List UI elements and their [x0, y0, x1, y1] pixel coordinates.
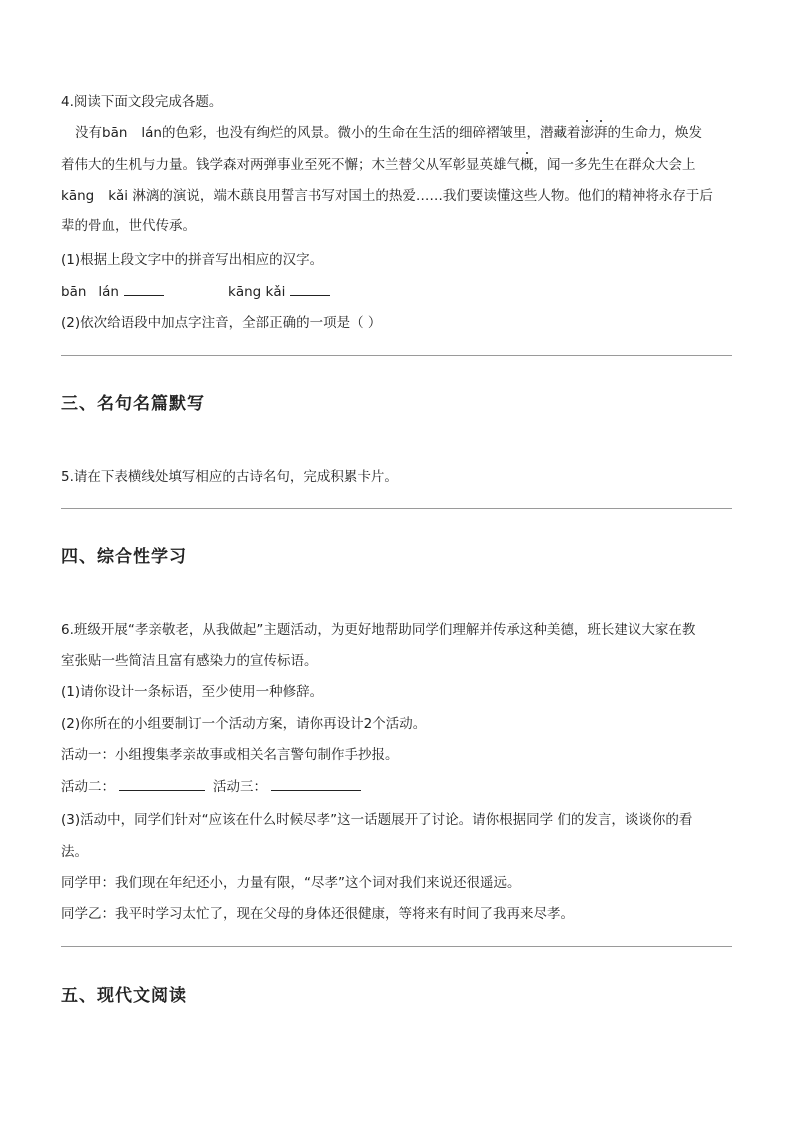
- q4-pinyin-blanks: [61, 282, 330, 302]
- activity-label: 活动二：: [61, 779, 115, 795]
- q5-text: 5.请在下表横线处填写相应的古诗名句，完成积累卡片。: [61, 469, 398, 485]
- q4-text: kǎi 淋漓的演说，端木蕻良用誓言书写对国土的热爱……我们要读懂这些人物。他们的精神将永存于后: [108, 188, 713, 204]
- q4-text: lán的色彩，也没有绚烂的风景。微小的生命在生活的细碎褶皱里，潜藏着: [141, 125, 581, 141]
- q6-activity-blanks: [61, 777, 361, 797]
- section-title-4: 四、综合性学习: [61, 547, 187, 567]
- answer-blank[interactable]: [290, 283, 330, 296]
- q6-line-1: 6.班级开展“孝亲敬老，从我做起”主题活动，为更好地帮助同学们理解并传承这种美德，班长建议大家在教: [61, 622, 696, 638]
- section-title-3: 三、名句名篇默写: [61, 394, 205, 414]
- q4-paragraph-line-2: [61, 155, 696, 175]
- q4-title: 4.阅读下面文段完成各题。: [61, 94, 223, 110]
- activity-label: 活动三：: [213, 779, 267, 795]
- q6-line-7: (3)活动中，同学们针对“应该在什么时候尽孝”这一话题展开了讨论。请你根据同学 们的发言，谈谈你的看: [61, 812, 693, 828]
- q4-sub2: (2)依次给语段中加点字注音，全部正确的一项是（ ）: [61, 315, 382, 331]
- q4-text: 的生命力，焕发: [607, 125, 702, 141]
- q4-text: 没有bān: [75, 125, 128, 141]
- section-divider: [61, 946, 732, 947]
- q4-paragraph-line-1: [75, 123, 702, 143]
- pinyin-label: bān: [61, 284, 87, 300]
- section-divider: [61, 355, 732, 356]
- q6-line-2: 室张贴一些简洁且富有感染力的宣传标语。: [61, 653, 318, 669]
- section-title-5: 五、现代文阅读: [61, 986, 187, 1006]
- q6-line-9: 同学甲：我们现在年纪还小，力量有限，“尽孝”这个词对我们来说还很遥远。: [61, 875, 521, 891]
- section-divider: [61, 508, 732, 509]
- q6-line-8: 法。: [61, 844, 88, 860]
- answer-blank[interactable]: [124, 283, 164, 296]
- q6-line-5: 活动一：小组搜集孝亲故事或相关名言警句制作手抄报。: [61, 747, 399, 763]
- q6-line-3: (1)请你设计一条标语，至少使用一种修辞。: [61, 684, 324, 700]
- pinyin-label: kāng kǎi: [228, 284, 286, 300]
- pinyin-label: lán: [98, 284, 119, 300]
- q4-text: 着伟大的生机与力量。钱学森对两弹事业至死不懈；木兰替父从军彰显英雄气: [61, 157, 520, 173]
- answer-blank[interactable]: [271, 778, 361, 791]
- q4-text: ，闻一多先生在群众大会上: [533, 157, 696, 173]
- q4-sub1: (1)根据上段文字中的拼音写出相应的汉字。: [61, 252, 324, 268]
- dotted-char: 湃: [594, 125, 608, 141]
- q6-line-4: (2)你所在的小组要制订一个活动方案，请你再设计2个活动。: [61, 716, 427, 732]
- dotted-char: 概: [520, 157, 534, 173]
- q4-text: kāng: [61, 188, 95, 204]
- q6-line-10: 同学乙：我平时学习太忙了，现在父母的身体还很健康，等将来有时间了我再来尽孝。: [61, 906, 574, 922]
- q4-paragraph-line-4: 辈的骨血，世代传承。: [61, 218, 196, 234]
- q4-paragraph-line-3: [61, 186, 713, 206]
- answer-blank[interactable]: [119, 778, 205, 791]
- dotted-char: 澎: [580, 125, 594, 141]
